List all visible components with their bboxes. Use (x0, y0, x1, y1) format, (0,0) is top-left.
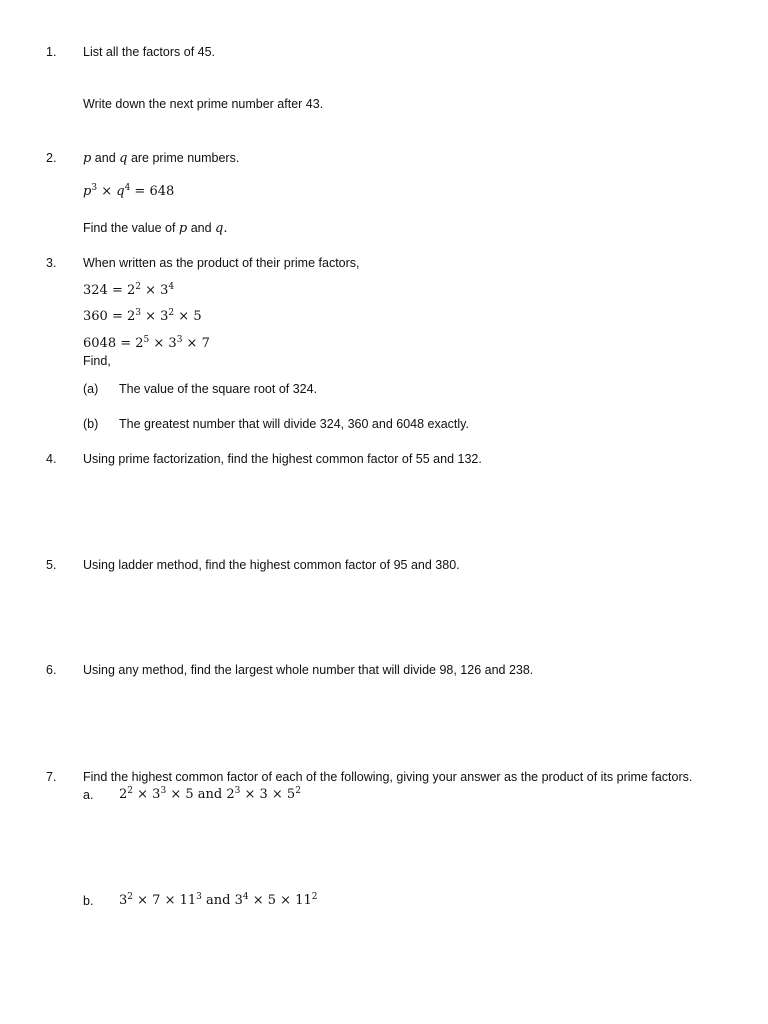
find-prefix: Find the value of (83, 221, 179, 235)
q7b-term-1: 3 (119, 893, 128, 908)
eq-exponent-4: 4 (124, 183, 131, 193)
eq-360-times: × 3 (140, 309, 169, 324)
eq-360-exp-1: 3 (135, 308, 141, 318)
question-3-part-b-text: The greatest number that will divide 324, 360 and 6048 exactly. (119, 417, 469, 431)
q7a-term-1: 2 (119, 787, 128, 802)
eq-variable-q: q (116, 184, 125, 199)
eq-6048-times: × 3 (149, 336, 177, 351)
question-7-number: 7. (46, 770, 57, 784)
equation-6048 (83, 336, 210, 352)
question-2-equation (83, 184, 174, 200)
q7b-exp-1: 2 (127, 892, 134, 902)
q7a-exp-1: 2 (127, 786, 134, 796)
q7b-term-4: × 5 × 11 (248, 893, 312, 908)
question-7-part-b-label: b. (83, 894, 94, 908)
q7b-exp-4: 2 (311, 892, 318, 902)
find-variable-p: p (178, 221, 188, 236)
q7a-exp-2: 3 (160, 786, 167, 796)
question-5-number: 5. (46, 558, 57, 572)
find-and: and (187, 221, 216, 235)
variable-q: q (119, 151, 128, 166)
question-3-part-b-label: (b) (83, 417, 99, 431)
eq-6048-exp-2: 3 (176, 335, 183, 345)
question-1-number: 1. (46, 45, 57, 59)
question-4-text: Using prime factorization, find the highest common factor of 55 and 132. (83, 452, 482, 466)
question-3-number: 3. (46, 256, 57, 270)
find-period: . (223, 221, 228, 236)
eq-360-exp-2: 2 (168, 308, 175, 318)
question-5-text: Using ladder method, find the highest common factor of 95 and 380. (83, 558, 460, 572)
question-3-find: Find, (83, 354, 111, 368)
question-6-text: Using any method, find the largest whole number that will divide 98, 126 and 238. (83, 663, 534, 677)
eq-360-base: 360 = 2 (83, 309, 136, 324)
q7b-exp-2: 3 (196, 892, 202, 902)
find-variable-q: q (215, 221, 224, 236)
q7a-exp-3: 3 (234, 786, 241, 796)
eq-324-base: 324 = 2 (83, 283, 136, 298)
q7b-term-3: and 3 (201, 893, 243, 908)
question-2-text (83, 150, 239, 167)
equation-360 (83, 309, 202, 325)
q7a-term-2: × 3 (133, 787, 161, 802)
q7a-exp-4: 2 (295, 786, 301, 796)
question-7-part-b-expression (119, 893, 317, 909)
eq-6048-base: 6048 = 2 (83, 336, 144, 351)
and-word: and (91, 151, 120, 165)
q7a-term-3: × 5 and 2 (166, 787, 235, 802)
q7b-term-2: × 7 × 11 (133, 893, 197, 908)
eq-324-exp-2: 4 (168, 282, 175, 292)
question-3-part-a-text: The value of the square root of 324. (119, 382, 318, 396)
q7a-term-4: × 3 × 5 (240, 787, 296, 802)
eq-variable-p: p (83, 184, 92, 199)
eq-times: × (97, 184, 117, 199)
question-7-text: Find the highest common factor of each of the following, giving your answer as the product of its prime factors. (83, 770, 693, 784)
question-4-number: 4. (46, 452, 57, 466)
question-7-part-a-expression (119, 787, 301, 803)
eq-rhs: = 648 (130, 184, 175, 199)
eq-324-exp-1: 2 (135, 282, 141, 292)
question-2-rest: are prime numbers. (127, 151, 240, 165)
question-3-intro: When written as the product of their prime factors, (83, 256, 360, 270)
q7b-exp-3: 4 (242, 892, 249, 902)
question-7-part-a-label: a. (83, 788, 94, 802)
eq-exponent-3: 3 (91, 183, 98, 193)
question-6-number: 6. (46, 663, 57, 677)
question-2-number: 2. (46, 151, 57, 165)
eq-360-tail: × 5 (174, 309, 202, 324)
question-3-part-a-label: (a) (83, 382, 99, 396)
question-2-find (83, 220, 228, 237)
question-1-text: List all the factors of 45. (83, 45, 216, 59)
equation-324 (83, 283, 174, 299)
eq-6048-exp-1: 5 (143, 335, 150, 345)
variable-p: p (83, 151, 92, 166)
question-1-part-2-text: Write down the next prime number after 43. (83, 97, 324, 111)
eq-324-times: × 3 (140, 283, 169, 298)
eq-6048-tail: × 7 (182, 336, 210, 351)
